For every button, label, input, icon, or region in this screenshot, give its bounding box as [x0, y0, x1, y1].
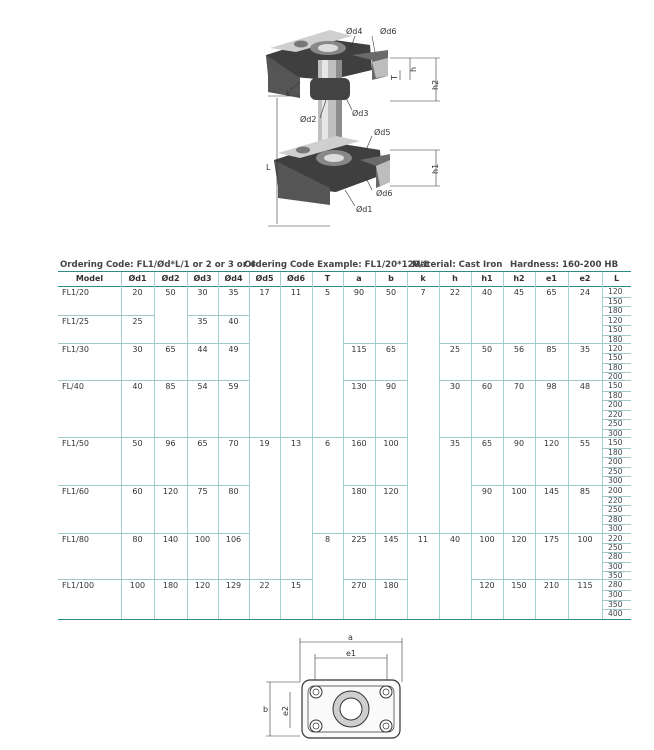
row-separator [218, 437, 249, 438]
row-separator [439, 380, 471, 381]
column-header: k [420, 274, 426, 283]
column-header: Ød1 [128, 274, 147, 283]
column-header: Ød5 [255, 274, 274, 283]
row-separator [343, 343, 375, 344]
table-cell-d3: 44 [197, 345, 208, 354]
label-k: k [286, 89, 291, 98]
table-cell-a: 115 [351, 345, 367, 354]
table-cell-h: 30 [449, 382, 461, 391]
table-cell-d2: 180 [162, 581, 179, 590]
row-separator [375, 485, 407, 486]
row-separator [535, 485, 568, 486]
row-separator [375, 343, 407, 344]
table-cell-h: 35 [449, 439, 461, 448]
model-cell: FL1/30 [62, 345, 90, 354]
column-header: T [324, 274, 331, 283]
flange-assembly-drawing [0, 0, 654, 245]
row-separator [187, 485, 218, 486]
model-cell: FL1/100 [62, 581, 95, 590]
model-cell: FL1/25 [62, 317, 90, 326]
row-separator [568, 533, 602, 534]
table-cell-e2: 35 [579, 345, 591, 354]
table-cell-e1: 85 [546, 345, 557, 354]
table-cell-T: 8 [324, 535, 331, 544]
table-cell-h1: 90 [481, 487, 493, 496]
column-divider [407, 272, 408, 619]
table-cell-a: 225 [351, 535, 367, 544]
row-separator [154, 380, 187, 381]
length-value: 120 [608, 316, 623, 325]
table-cell-d4: 80 [228, 487, 239, 496]
table-cell-h2: 90 [513, 439, 525, 448]
lower-flange [274, 136, 393, 205]
model-cell: FL1/20 [62, 288, 90, 297]
row-separator [471, 533, 503, 534]
length-value: 180 [608, 447, 623, 457]
table-cell-d1: 40 [132, 382, 143, 391]
length-value: 150 [608, 381, 623, 390]
length-value: 300 [608, 476, 623, 486]
row-separator [375, 579, 407, 580]
length-value: 280 [608, 552, 623, 562]
row-separator [58, 485, 121, 486]
row-separator [121, 315, 154, 316]
table-cell-b: 50 [385, 288, 397, 297]
row-separator [343, 437, 375, 438]
label-h1: h1 [431, 163, 440, 174]
row-separator [58, 343, 121, 344]
column-header: h [452, 274, 458, 283]
plan-label-b: b [263, 705, 269, 714]
row-separator [218, 533, 249, 534]
length-value: 400 [608, 609, 623, 619]
row-separator [471, 485, 503, 486]
table-cell-b: 65 [385, 345, 397, 354]
flange-plan-view [262, 632, 442, 750]
table-cell-h2: 150 [511, 581, 527, 590]
row-separator [568, 579, 602, 580]
table-cell-d3: 120 [194, 581, 211, 590]
row-separator [187, 533, 218, 534]
plan-label-e1: e1 [346, 649, 357, 658]
length-value: 350 [608, 599, 623, 609]
table-cell-h2: 56 [513, 345, 525, 354]
row-separator [568, 485, 602, 486]
column-header: L [613, 274, 620, 283]
table-cell-h1: 65 [481, 439, 493, 448]
row-separator [471, 579, 503, 580]
table-cell-h1: 50 [481, 345, 493, 354]
table-cell-a: 90 [353, 288, 365, 297]
length-value: 120 [608, 287, 623, 296]
table-cell-d3: 30 [197, 288, 208, 297]
table-cell-d3: 75 [197, 487, 208, 496]
table-cell-d3: 100 [194, 535, 211, 544]
length-value: 180 [608, 390, 623, 400]
row-separator [218, 343, 249, 344]
row-separator [375, 533, 407, 534]
table-cell-d2: 140 [162, 535, 179, 544]
row-separator [568, 437, 602, 438]
row-separator [503, 437, 535, 438]
table-cell-d5: 17 [259, 288, 270, 297]
table-cell-h1: 40 [481, 288, 493, 297]
row-separator [154, 533, 187, 534]
table-cell-h2: 45 [513, 288, 525, 297]
length-value: 180 [608, 362, 623, 372]
table-cell-d1: 20 [132, 288, 143, 297]
column-header: e2 [579, 274, 591, 283]
table-cell-d3: 65 [197, 439, 208, 448]
row-separator [471, 343, 503, 344]
table-cell-e1: 175 [543, 535, 560, 544]
row-separator [121, 579, 154, 580]
row-separator [218, 485, 249, 486]
length-value: 150 [608, 438, 623, 447]
column-header: Ød2 [161, 274, 180, 283]
length-value: 200 [608, 457, 623, 467]
table-cell-d1: 100 [129, 581, 146, 590]
length-value: 300 [608, 561, 623, 571]
row-separator [58, 579, 121, 580]
table-cell-d3: 35 [197, 317, 208, 326]
column-header: Ød6 [286, 274, 306, 283]
row-separator [187, 343, 218, 344]
table-cell-k: 7 [420, 288, 426, 297]
table-cell-a: 130 [351, 382, 367, 391]
row-separator [503, 380, 535, 381]
table-cell-d5: 22 [259, 581, 270, 590]
row-separator [154, 485, 187, 486]
table-cell-d2: 120 [162, 487, 179, 496]
table-cell-h1: 120 [479, 581, 495, 590]
plan-label-e2: e2 [281, 705, 290, 716]
table-cell-d2: 65 [165, 345, 176, 354]
length-value: 300 [608, 589, 623, 599]
plan-label-a: a [348, 633, 353, 642]
length-value: 350 [608, 570, 623, 580]
row-separator [568, 343, 602, 344]
length-value: 220 [608, 495, 623, 505]
table-cell-b: 120 [383, 487, 399, 496]
row-separator [407, 533, 439, 534]
table-cell-a: 160 [351, 439, 367, 448]
material: Material: Cast Iron [412, 260, 503, 270]
table-cell-e2: 115 [577, 581, 593, 590]
row-separator [439, 343, 471, 344]
column-header: h1 [481, 274, 493, 283]
table-cell-d4: 70 [228, 439, 239, 448]
table-cell-h2: 120 [511, 535, 527, 544]
row-separator [218, 315, 249, 316]
row-separator [439, 533, 471, 534]
label-d2: Ød2 [300, 115, 317, 124]
length-value: 250 [608, 543, 623, 553]
row-separator [58, 437, 121, 438]
row-separator [154, 579, 187, 580]
table-cell-a: 180 [351, 487, 367, 496]
table-cell-h: 22 [449, 288, 461, 297]
table-header-rule [58, 286, 631, 287]
table-cell-d6: 13 [290, 439, 302, 448]
row-separator [58, 533, 121, 534]
length-value: 200 [608, 400, 623, 409]
table-cell-e1: 210 [543, 581, 560, 590]
row-separator [503, 533, 535, 534]
length-value: 280 [608, 580, 623, 589]
model-cell: FL1/50 [62, 439, 90, 448]
table-cell-d4: 129 [225, 581, 242, 590]
table-cell-e1: 120 [543, 439, 560, 448]
row-separator [535, 533, 568, 534]
table-cell-d2: 96 [165, 439, 176, 448]
label-d5: Ød5 [374, 128, 391, 137]
row-separator [218, 380, 249, 381]
column-header: a [356, 274, 362, 283]
label-d3: Ød3 [352, 109, 369, 118]
table-cell-b: 100 [383, 439, 399, 448]
label-h2: h2 [431, 79, 440, 90]
row-separator [343, 533, 375, 534]
row-separator [375, 380, 407, 381]
label-d6-top: Ød6 [380, 27, 397, 36]
table-cell-d1: 80 [132, 535, 143, 544]
length-value: 280 [608, 514, 623, 524]
length-value: 220 [608, 409, 623, 419]
row-separator [471, 437, 503, 438]
table-cell-e2: 48 [579, 382, 591, 391]
table-cell-e2: 55 [579, 439, 591, 448]
model-cell: FL1/60 [62, 487, 90, 496]
length-value: 300 [608, 524, 623, 534]
row-separator [471, 380, 503, 381]
length-value: 250 [608, 419, 623, 428]
label-h: h [409, 66, 418, 72]
table-cell-d4: 35 [228, 288, 239, 297]
table-cell-T: 6 [324, 439, 331, 448]
row-separator [343, 579, 375, 580]
length-value: 180 [608, 334, 623, 344]
row-separator [121, 533, 154, 534]
length-value: 200 [608, 371, 623, 381]
length-value: 150 [608, 296, 623, 306]
row-separator [343, 485, 375, 486]
table-cell-d4: 49 [228, 345, 239, 354]
ordering-code: Ordering Code: FL1/Ød*L/1 or 2 or 3 or 4 [60, 260, 256, 270]
table-cell-b: 145 [383, 535, 399, 544]
column-divider [602, 272, 603, 619]
table-cell-d6: 15 [290, 581, 302, 590]
table-cell-d1: 25 [132, 317, 143, 326]
table-cell-d4: 106 [225, 535, 242, 544]
row-separator [121, 437, 154, 438]
row-separator [312, 533, 343, 534]
plan-body [302, 680, 400, 738]
row-separator [343, 380, 375, 381]
table-cell-d1: 60 [132, 487, 143, 496]
column-header: e1 [546, 274, 557, 283]
length-value: 200 [608, 486, 623, 495]
length-value: 300 [608, 428, 623, 438]
row-separator [535, 380, 568, 381]
row-separator [121, 380, 154, 381]
table-cell-d6: 11 [290, 288, 302, 297]
row-separator [58, 315, 121, 316]
length-value: 250 [608, 505, 623, 515]
length-value: 120 [608, 344, 623, 353]
table-cell-h1: 100 [479, 535, 495, 544]
length-value: 220 [608, 534, 623, 543]
table-cell-d2: 85 [165, 382, 176, 391]
row-separator [312, 437, 343, 438]
column-header: Ød3 [193, 274, 212, 283]
row-separator [535, 343, 568, 344]
column-header: Ød4 [224, 274, 243, 283]
table-cell-d4: 40 [228, 317, 239, 326]
model-cell: FL/40 [62, 382, 84, 391]
table-cell-e1: 145 [543, 487, 560, 496]
row-separator [58, 380, 121, 381]
table-cell-h: 40 [449, 535, 461, 544]
row-separator [154, 343, 187, 344]
row-separator [154, 437, 187, 438]
row-separator [218, 579, 249, 580]
row-separator [503, 343, 535, 344]
column-header: Model [75, 274, 104, 283]
table-cell-e2: 85 [579, 487, 591, 496]
table-cell-a: 270 [351, 581, 367, 590]
table-cell-T: 5 [324, 288, 331, 297]
length-value: 250 [608, 466, 623, 476]
table-cell-d1: 50 [132, 439, 143, 448]
row-separator [121, 485, 154, 486]
table-cell-e1: 65 [546, 288, 557, 297]
ordering-example: Ordering Code Example: FL1/20*120/1 [244, 260, 429, 270]
row-separator [280, 437, 312, 438]
row-separator [503, 579, 535, 580]
table-cell-e2: 100 [577, 535, 593, 544]
column-header: h2 [513, 274, 525, 283]
row-separator [375, 437, 407, 438]
label-T: T [390, 75, 399, 80]
table-cell-e1: 98 [546, 382, 557, 391]
table-cell-d4: 59 [228, 382, 239, 391]
hardness: Hardness: 160-200 HB [510, 260, 619, 270]
row-separator [121, 343, 154, 344]
column-header: b [388, 274, 394, 283]
label-d6-bottom: Ød6 [376, 189, 393, 198]
row-separator [249, 579, 280, 580]
label-d1: Ød1 [356, 205, 373, 214]
table-cell-h2: 100 [511, 487, 527, 496]
length-value: 180 [608, 306, 623, 316]
table-cell-k: 11 [417, 535, 429, 544]
row-separator [187, 437, 218, 438]
label-L: L [266, 163, 271, 172]
table-cell-b: 90 [385, 382, 397, 391]
row-separator [187, 380, 218, 381]
table-cell-b: 180 [383, 581, 399, 590]
table-cell-h1: 60 [481, 382, 493, 391]
row-separator [535, 579, 568, 580]
row-separator [503, 485, 535, 486]
table-cell-e2: 24 [579, 288, 591, 297]
table-top-rule [58, 271, 631, 272]
length-value: 150 [608, 353, 623, 363]
table-cell-d5: 19 [259, 439, 270, 448]
table-cell-d3: 54 [197, 382, 208, 391]
length-value: 150 [608, 325, 623, 335]
label-d4: Ød4 [346, 27, 363, 36]
row-separator [187, 579, 218, 580]
row-separator [187, 315, 218, 316]
row-separator [439, 437, 471, 438]
table-cell-h2: 70 [513, 382, 525, 391]
row-separator [535, 437, 568, 438]
row-separator [568, 380, 602, 381]
table-cell-h: 25 [449, 345, 461, 354]
row-separator [280, 579, 312, 580]
table-cell-d2: 50 [165, 288, 176, 297]
table-cell-d1: 30 [132, 345, 143, 354]
row-separator [249, 437, 280, 438]
table-bottom-rule [58, 619, 631, 620]
model-cell: FL1/80 [62, 535, 90, 544]
